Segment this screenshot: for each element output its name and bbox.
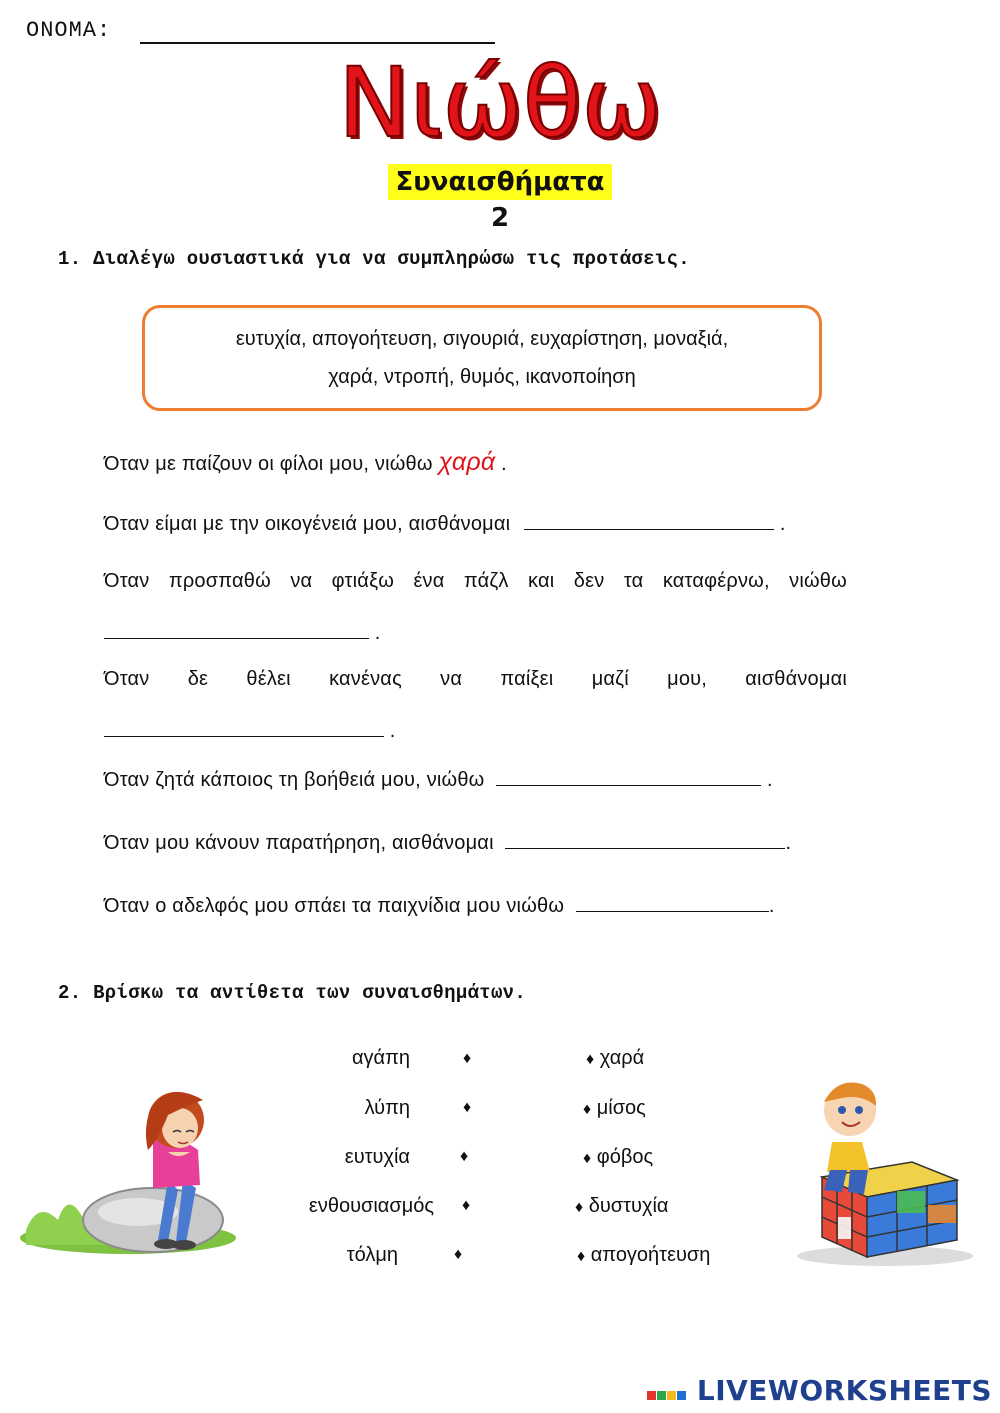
right-word-2: μίσος (596, 1097, 646, 1119)
task1-instruction: 1. Διαλέγω ουσιαστικά για να συμπληρώσω τις προτάσεις. (58, 248, 690, 270)
sad-girl-illustration (18, 1080, 258, 1260)
left-bullet-3[interactable]: ♦ (460, 1148, 469, 1165)
sentence-2-end: . (779, 513, 786, 535)
sentence-2-blank[interactable] (524, 511, 774, 530)
sentence-4-word: μαζί (591, 668, 629, 690)
right-bullet-3[interactable]: ♦ (583, 1150, 592, 1167)
sentence-1-answer[interactable]: χαρά (438, 448, 496, 476)
left-bullet-1[interactable]: ♦ (463, 1050, 472, 1067)
right-word-5: απογοήτευση (590, 1244, 711, 1266)
right-item-1[interactable] (586, 1047, 644, 1070)
sentence-3-word: καταφέρνω, (662, 570, 770, 592)
sentence-1 (104, 448, 507, 477)
right-item-3[interactable] (583, 1146, 653, 1169)
sentence-1-end: . (501, 453, 507, 475)
sentence-6-blank[interactable] (505, 830, 785, 849)
left-word-5[interactable]: τόλμη (346, 1244, 398, 1266)
sentence-4-word: Όταν (104, 668, 150, 690)
sentence-3-word: δεν (573, 570, 605, 592)
right-item-5[interactable] (577, 1244, 710, 1267)
sentence-3-word: Όταν (104, 570, 150, 592)
sentence-4-word: δε (187, 668, 209, 690)
name-input-line[interactable] (140, 42, 495, 44)
sentence-3-continued (104, 620, 381, 645)
sentence-5-end: . (767, 769, 773, 791)
sentence-5-blank[interactable] (496, 767, 761, 786)
sentence-5 (104, 767, 773, 792)
right-bullet-5[interactable]: ♦ (577, 1248, 586, 1265)
sentence-3-word: να (290, 570, 313, 592)
sentence-6-text: Όταν μου κάνουν παρατήρηση, αισθάνομαι (104, 832, 494, 854)
sentence-3-word: φτιάξω (331, 570, 395, 592)
sentence-4-word: αισθάνομαι (745, 668, 847, 690)
right-word-4: δυστυχία (588, 1195, 669, 1217)
sentence-4-word: κανένας (329, 668, 402, 690)
logo-square-yellow (667, 1391, 676, 1400)
right-bullet-4[interactable]: ♦ (575, 1199, 584, 1216)
sentence-7-end: . (768, 895, 775, 917)
word-bank-line-2: χαρά, ντροπή, θυμός, ικανοποίηση (328, 366, 636, 388)
logo-square-blue (677, 1391, 686, 1400)
sentence-3-word: ένα (413, 570, 445, 592)
sentence-4 (104, 668, 847, 691)
sentence-4-blank[interactable] (104, 718, 384, 737)
sentence-3-word: τα (623, 570, 644, 592)
left-word-3[interactable]: ευτυχία (344, 1146, 410, 1168)
liveworksheets-logo (647, 1374, 992, 1407)
task2-instruction: 2. Βρίσκω τα αντίθετα των συναισθημάτων. (58, 982, 527, 1004)
logo-square-green (657, 1391, 666, 1400)
logo-text: LIVEWORKSHEETS (696, 1374, 992, 1407)
right-item-2[interactable] (583, 1097, 646, 1120)
left-bullet-2[interactable]: ♦ (463, 1099, 472, 1116)
right-bullet-1[interactable]: ♦ (586, 1051, 595, 1068)
sentence-3-word: και (528, 570, 555, 592)
sentence-7 (104, 893, 775, 918)
right-item-4[interactable] (575, 1195, 669, 1218)
page-subtitle: Συναισθήματα 2 (388, 164, 612, 200)
sentence-3-word: προσπαθώ (168, 570, 271, 592)
sentence-1-text: Όταν με παίζουν οι φίλοι μου, νιώθω (104, 453, 433, 475)
name-label: ΟΝΟΜΑ: (26, 18, 112, 43)
sentence-4-word: μου, (667, 668, 708, 690)
sentence-3-end: . (374, 622, 381, 644)
word-bank-box (142, 305, 822, 411)
right-word-3: φόβος (596, 1146, 654, 1168)
left-word-4[interactable]: ενθουσιασμός (308, 1195, 434, 1217)
sentence-2-text: Όταν είμαι με την οικογένειά μου, αισθάνομαι (104, 513, 511, 535)
right-word-1: χαρά (599, 1047, 645, 1069)
sentence-3 (104, 570, 847, 593)
boy-on-cube-illustration (792, 1072, 978, 1268)
sentence-4-word: να (440, 668, 463, 690)
left-bullet-4[interactable]: ♦ (462, 1197, 471, 1214)
sentence-6-end: . (785, 832, 792, 854)
sentence-7-text: Όταν ο αδελφός μου σπάει τα παιχνίδια μου νιώθω (104, 895, 565, 917)
left-word-2[interactable]: λύπη (364, 1097, 410, 1119)
logo-square-red (647, 1391, 656, 1400)
sentence-7-blank[interactable] (576, 893, 769, 912)
sentence-6 (104, 830, 791, 855)
right-bullet-2[interactable]: ♦ (583, 1101, 592, 1118)
sentence-3-word: νιώθω (789, 570, 847, 592)
left-bullet-5[interactable]: ♦ (454, 1246, 463, 1263)
page-title: Νιώθω (338, 47, 662, 159)
word-bank-line-1: ευτυχία, απογοήτευση, σιγουριά, ευχαρίστηση, μοναξιά, (235, 328, 729, 350)
sentence-4-end: . (389, 720, 396, 742)
sentence-4-word: παίξει (500, 668, 554, 690)
sentence-4-word: θέλει (246, 668, 291, 690)
sentence-3-blank[interactable] (104, 620, 369, 639)
sentence-5-text: Όταν ζητά κάποιος τη βοήθειά μου, νιώθω (104, 769, 485, 791)
left-word-1[interactable]: αγάπη (351, 1047, 410, 1069)
sentence-4-continued (104, 718, 396, 743)
sentence-2 (104, 511, 786, 536)
sentence-3-word: πάζλ (463, 570, 509, 592)
